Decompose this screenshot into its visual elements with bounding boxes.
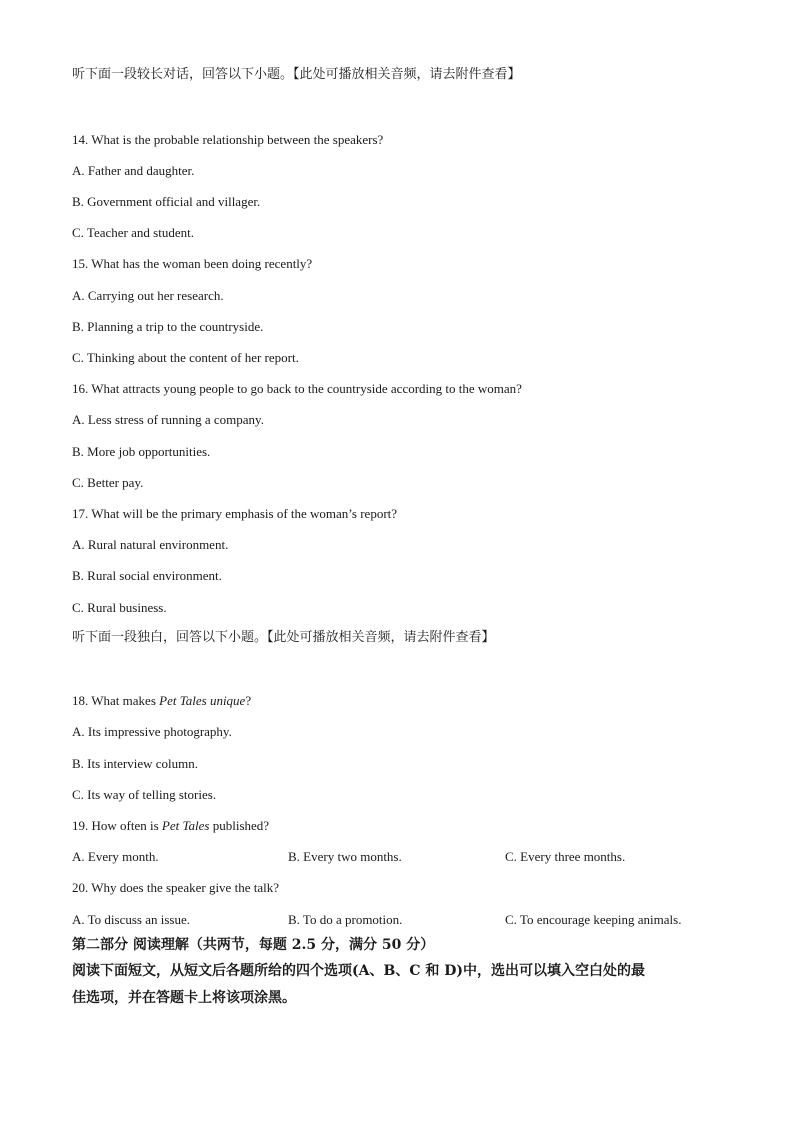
monologue-instruction: 听下面一段独白，回答以下小题。【此处可播放相关音频，请去附件查看】 [72,630,495,645]
q19-option-c: C. Every three months. [505,849,626,864]
question-15: 15. What has the woman been doing recently? [72,256,313,271]
q19-option-b: B. Every two months. [288,849,402,864]
q14-option-b: B. Government official and villager. [72,194,261,209]
q20-option-a: A. To discuss an issue. [72,912,191,927]
question-20: 20. Why does the speaker give the talk? [72,880,279,895]
q18-option-c: C. Its way of telling stories. [72,787,217,802]
q16-option-a: A. Less stress of running a company. [72,412,264,427]
q17-option-a: A. Rural natural environment. [72,537,229,552]
question-17: 17. What will be the primary emphasis of the woman’s report? [72,506,398,521]
q15-option-a: A. Carrying out her research. [72,288,224,303]
magazine-title: Pet Tales [161,818,210,833]
q16-option-c: C. Better pay. [72,475,144,490]
q19-option-a: A. Every month. [72,849,159,864]
part-two-directions-line1: 阅读下面短文，从短文后各题所给的四个选项(A、B、C 和 D)中，选出可以填入空白处的最 [72,963,645,979]
q17-option-b: B. Rural social environment. [72,568,222,583]
q16-option-b: B. More job opportunities. [72,444,211,459]
q18-option-b: B. Its interview column. [72,756,199,771]
q15-option-b: B. Planning a trip to the countryside. [72,319,264,334]
part-two-heading: 第二部分 阅读理解（共两节，每题 2.5 分，满分 50 分） [72,937,435,953]
q14-option-a: A. Father and daughter. [72,163,195,178]
magazine-title: Pet Tales unique [159,693,246,708]
q17-option-c: C. Rural business. [72,600,167,615]
question-14: 14. What is the probable relationship between the speakers? [72,132,384,147]
q18-option-a: A. Its impressive photography. [72,724,232,739]
q14-option-c: C. Teacher and student. [72,225,194,240]
part-two-directions-line2: 佳选项，并在答题卡上将该项涂黑。 [72,990,296,1006]
question-18: 18. What makes Pet Tales unique? [72,693,252,708]
question-16: 16. What attracts young people to go back to the countryside according to the woman? [72,381,522,396]
q20-option-c: C. To encourage keeping animals. [505,912,682,927]
q20-option-b: B. To do a promotion. [288,912,403,927]
question-19: 19. How often is Pet Tales published? [72,818,270,833]
q15-option-c: C. Thinking about the content of her report. [72,350,299,365]
long-dialogue-instruction: 听下面一段较长对话，回答以下小题。【此处可播放相关音频，请去附件查看】 [72,67,521,82]
